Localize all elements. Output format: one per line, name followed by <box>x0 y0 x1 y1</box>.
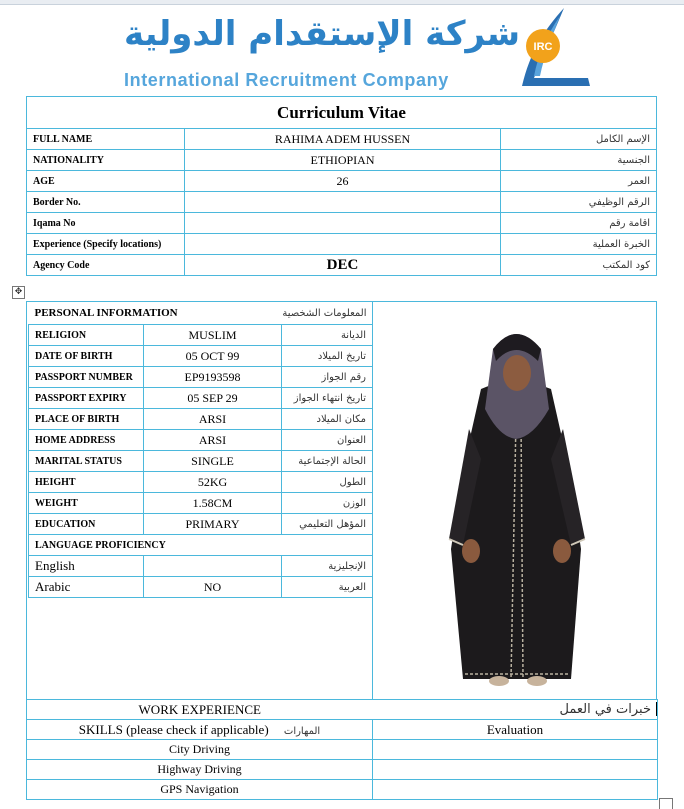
row-value: 26 <box>185 171 501 192</box>
skill-name: City Driving <box>27 740 373 760</box>
table-row <box>29 430 373 451</box>
row-arabic-label: الحالة الإجتماعية <box>282 451 373 472</box>
table-resize-handle[interactable] <box>659 798 673 809</box>
table-row <box>29 388 373 409</box>
row-value: EP9193598 <box>144 367 282 388</box>
table-row <box>29 325 373 346</box>
language-label: Arabic <box>29 577 144 598</box>
evaluation-heading: Evaluation <box>373 720 658 740</box>
personal-info-heading-ar: المعلومات الشخصية <box>282 307 367 319</box>
row-label: Agency Code <box>27 255 185 276</box>
row-label: AGE <box>27 171 185 192</box>
table-row <box>27 234 657 255</box>
row-label: NATIONALITY <box>27 150 185 171</box>
skill-name: Highway Driving <box>27 760 373 780</box>
table-row <box>27 192 657 213</box>
work-experience-table <box>26 699 658 800</box>
logo-badge: IRC <box>533 41 553 53</box>
row-label: Experience (Specify locations) <box>27 234 185 255</box>
table-row <box>29 451 373 472</box>
cv-summary-table <box>26 96 657 276</box>
row-arabic-label: الخبرة العملية <box>501 234 657 255</box>
row-arabic-label: تاريخ الميلاد <box>282 346 373 367</box>
agency-code-value: DEC <box>185 255 501 276</box>
row-arabic-label: العنوان <box>282 430 373 451</box>
logo-arabic-name: شركة الإستقدام الدولية <box>124 14 521 54</box>
row-arabic-label: الوزن <box>282 493 373 514</box>
row-label: DATE OF BIRTH <box>29 346 144 367</box>
company-logo <box>120 6 590 96</box>
skills-heading <box>27 720 373 740</box>
row-label: MARITAL STATUS <box>29 451 144 472</box>
row-value: 05 SEP 29 <box>144 388 282 409</box>
row-arabic-label: الطول <box>282 472 373 493</box>
table-move-handle-icon[interactable]: ✥ <box>12 286 25 299</box>
language-value <box>144 556 282 577</box>
skills-heading-en: SKILLS (please check if applicable) <box>78 721 269 737</box>
row-label: PASSPORT EXPIRY <box>29 388 144 409</box>
language-proficiency-heading: LANGUAGE PROFICIENCY <box>29 535 373 556</box>
language-arabic-label: العربية <box>282 577 373 598</box>
row-label: Iqama No <box>27 213 185 234</box>
row-label: HEIGHT <box>29 472 144 493</box>
text-cursor <box>656 702 657 716</box>
cv-title: Curriculum Vitae <box>27 97 657 129</box>
row-value: 52KG <box>144 472 282 493</box>
table-row <box>27 780 658 800</box>
row-arabic-label: الرقم الوظيفي <box>501 192 657 213</box>
table-row <box>29 346 373 367</box>
row-value <box>185 234 501 255</box>
skill-evaluation[interactable] <box>373 760 658 780</box>
table-row <box>27 150 657 171</box>
candidate-photo <box>441 319 591 689</box>
row-arabic-label: مكان الميلاد <box>282 409 373 430</box>
row-arabic-label: الجنسية <box>501 150 657 171</box>
table-row <box>29 514 373 535</box>
row-label: RELIGION <box>29 325 144 346</box>
row-value: ETHIOPIAN <box>185 150 501 171</box>
language-value: NO <box>144 577 282 598</box>
skill-name: GPS Navigation <box>27 780 373 800</box>
row-value: 05 OCT 99 <box>144 346 282 367</box>
logo-english-name: International Recruitment Company <box>124 70 449 90</box>
table-row <box>29 493 373 514</box>
row-arabic-label: الديانة <box>282 325 373 346</box>
table-row <box>27 171 657 192</box>
table-row <box>29 472 373 493</box>
row-value: 1.58CM <box>144 493 282 514</box>
row-value <box>185 213 501 234</box>
row-arabic-label: المؤهل التعليمي <box>282 514 373 535</box>
row-label: HOME ADDRESS <box>29 430 144 451</box>
page-top-border <box>0 0 684 5</box>
table-row <box>27 760 658 780</box>
work-experience-heading: WORK EXPERIENCE <box>27 700 373 720</box>
language-label: English <box>29 556 144 577</box>
row-label: EDUCATION <box>29 514 144 535</box>
row-arabic-label: اقامة رقم <box>501 213 657 234</box>
row-label: Border No. <box>27 192 185 213</box>
table-row <box>27 740 658 760</box>
row-label: PASSPORT NUMBER <box>29 367 144 388</box>
row-arabic-label: رقم الجواز <box>282 367 373 388</box>
row-arabic-label: الإسم الكامل <box>501 129 657 150</box>
row-label: PLACE OF BIRTH <box>29 409 144 430</box>
row-label: FULL NAME <box>27 129 185 150</box>
table-row <box>29 409 373 430</box>
table-row <box>27 213 657 234</box>
skills-heading-ar: المهارات <box>283 725 321 737</box>
row-value: MUSLIM <box>144 325 282 346</box>
row-arabic-label: تاريخ انتهاء الجواز <box>282 388 373 409</box>
row-value: PRIMARY <box>144 514 282 535</box>
row-value: ARSI <box>144 430 282 451</box>
language-arabic-label: الإنجليزية <box>282 556 373 577</box>
work-experience-heading-ar: خبرات في العمل <box>373 700 658 720</box>
row-label: WEIGHT <box>29 493 144 514</box>
row-arabic-label: العمر <box>501 171 657 192</box>
table-row <box>27 129 657 150</box>
personal-info-table <box>28 302 373 598</box>
table-row <box>29 556 373 577</box>
table-row <box>27 255 657 276</box>
table-row <box>29 577 373 598</box>
row-value <box>185 192 501 213</box>
personal-info-heading: PERSONAL INFORMATION <box>34 307 178 319</box>
skill-evaluation[interactable] <box>373 780 658 800</box>
row-arabic-label: كود المكتب <box>501 255 657 276</box>
candidate-photo-cell <box>372 301 657 700</box>
logo-mark-icon <box>500 6 596 94</box>
table-row <box>29 367 373 388</box>
row-value: SINGLE <box>144 451 282 472</box>
row-value: ARSI <box>144 409 282 430</box>
row-value: RAHIMA ADEM HUSSEN <box>185 129 501 150</box>
skill-evaluation[interactable] <box>373 740 658 760</box>
